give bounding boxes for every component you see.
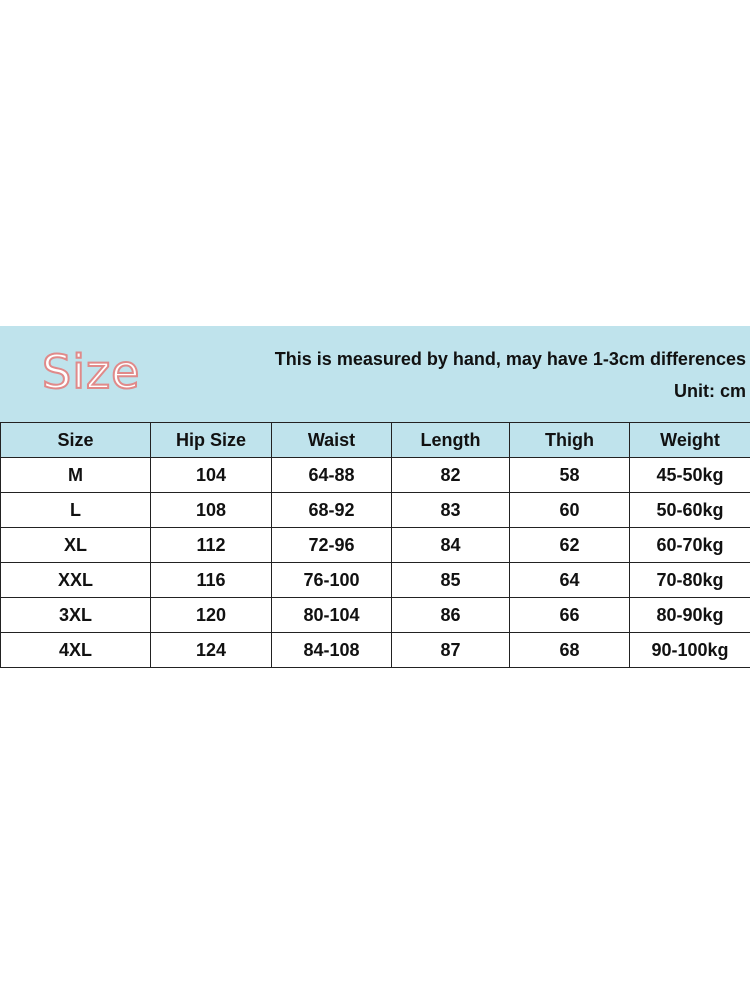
- table-header-row: [1, 423, 750, 458]
- cell-size: XL: [1, 528, 151, 563]
- unit-label: Unit: cm: [674, 381, 746, 401]
- cell-thigh: 66: [510, 598, 630, 633]
- cell-length: 83: [392, 493, 510, 528]
- header-waist: Waist: [272, 423, 392, 458]
- cell-waist: 76-100: [272, 563, 392, 598]
- cell-length: 84: [392, 528, 510, 563]
- cell-size: 4XL: [1, 633, 151, 668]
- header-size: Size: [1, 423, 151, 458]
- table-row: [1, 633, 750, 668]
- table-row: [1, 458, 750, 493]
- header-length: Length: [392, 423, 510, 458]
- size-banner: [0, 326, 750, 422]
- cell-weight: 60-70kg: [630, 528, 750, 563]
- cell-hip-size: 108: [151, 493, 272, 528]
- table-row: [1, 528, 750, 563]
- cell-hip-size: 124: [151, 633, 272, 668]
- table-row: [1, 493, 750, 528]
- cell-waist: 68-92: [272, 493, 392, 528]
- cell-waist: 80-104: [272, 598, 392, 633]
- cell-thigh: 58: [510, 458, 630, 493]
- cell-weight: 80-90kg: [630, 598, 750, 633]
- cell-waist: 64-88: [272, 458, 392, 493]
- cell-thigh: 64: [510, 563, 630, 598]
- header-hip-size: Hip Size: [151, 423, 272, 458]
- cell-hip-size: 112: [151, 528, 272, 563]
- cell-waist: 72-96: [272, 528, 392, 563]
- cell-size: 3XL: [1, 598, 151, 633]
- cell-length: 85: [392, 563, 510, 598]
- cell-size: L: [1, 493, 151, 528]
- cell-length: 82: [392, 458, 510, 493]
- cell-weight: 90-100kg: [630, 633, 750, 668]
- cell-weight: 70-80kg: [630, 563, 750, 598]
- cell-thigh: 62: [510, 528, 630, 563]
- cell-thigh: 60: [510, 493, 630, 528]
- cell-weight: 45-50kg: [630, 458, 750, 493]
- cell-hip-size: 116: [151, 563, 272, 598]
- cell-waist: 84-108: [272, 633, 392, 668]
- header-thigh: Thigh: [510, 423, 630, 458]
- cell-thigh: 68: [510, 633, 630, 668]
- cell-hip-size: 120: [151, 598, 272, 633]
- measurement-note: This is measured by hand, may have 1-3cm differences: [274, 349, 746, 369]
- cell-length: 86: [392, 598, 510, 633]
- cell-weight: 50-60kg: [630, 493, 750, 528]
- cell-length: 87: [392, 633, 510, 668]
- size-title: Size: [42, 345, 141, 399]
- table-row: [1, 598, 750, 633]
- cell-size: XXL: [1, 563, 151, 598]
- cell-hip-size: 104: [151, 458, 272, 493]
- header-weight: Weight: [630, 423, 750, 458]
- table-row: [1, 563, 750, 598]
- size-chart-table: [0, 422, 750, 668]
- cell-size: M: [1, 458, 151, 493]
